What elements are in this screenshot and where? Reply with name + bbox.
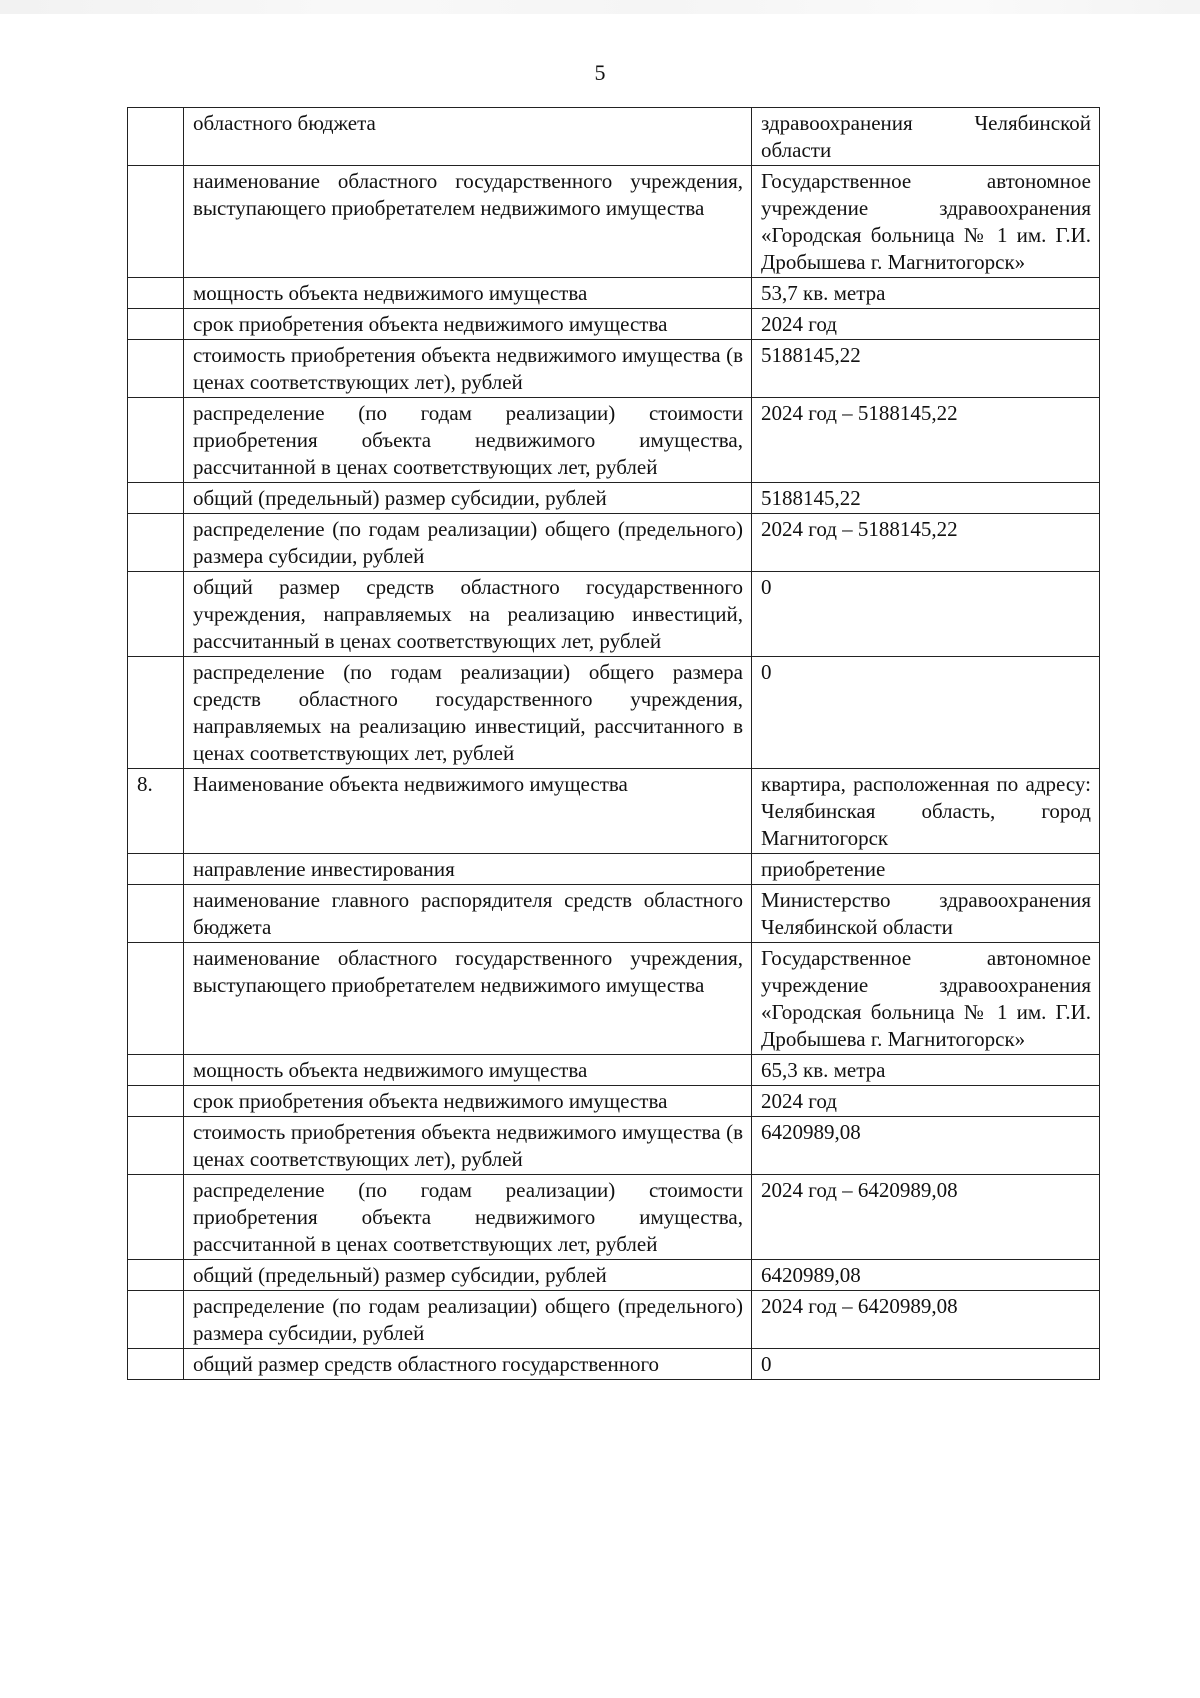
table-row: [128, 340, 1100, 398]
row-value: Государственное автономное учреждение здравоохранения «Городская больница № 1 им. Г.И. Дробышева г. Магнитогорск»: [752, 943, 1100, 1055]
row-value: 2024 год – 5188145,22: [752, 398, 1100, 483]
row-value: 53,7 кв. метра: [752, 278, 1100, 309]
row-label: наименование областного государственного учреждения, выступающего приобретателем недвижимого имущества: [184, 943, 752, 1055]
table-row: [128, 657, 1100, 769]
row-number: [128, 514, 184, 572]
row-number: [128, 1117, 184, 1175]
row-number: [128, 885, 184, 943]
row-value: 0: [752, 572, 1100, 657]
row-value: 2024 год – 5188145,22: [752, 514, 1100, 572]
investment-table: [127, 107, 1100, 1380]
row-number: 8.: [128, 769, 184, 854]
row-value: Министерство здравоохранения Челябинской области: [752, 885, 1100, 943]
table-row: [128, 398, 1100, 483]
row-number: [128, 1291, 184, 1349]
page-number: 5: [594, 60, 606, 85]
row-label: срок приобретения объекта недвижимого имущества: [184, 309, 752, 340]
row-number: [128, 398, 184, 483]
row-label: общий размер средств областного государственного учреждения, направляемых на реализацию инвестиций, рассчитанный в ценах соответствующих лет, рублей: [184, 572, 752, 657]
row-value: квартира, расположенная по адресу: Челябинская область, город Магнитогорск: [752, 769, 1100, 854]
table-row: [128, 1086, 1100, 1117]
row-number: [128, 483, 184, 514]
row-value: 2024 год: [752, 309, 1100, 340]
row-label: срок приобретения объекта недвижимого имущества: [184, 1086, 752, 1117]
table-row: [128, 854, 1100, 885]
row-value: Государственное автономное учреждение здравоохранения «Городская больница № 1 им. Г.И. Дробышева г. Магнитогорск»: [752, 166, 1100, 278]
row-number: [128, 1349, 184, 1380]
row-label: стоимость приобретения объекта недвижимого имущества (в ценах соответствующих лет), рублей: [184, 1117, 752, 1175]
row-label: общий (предельный) размер субсидии, рублей: [184, 483, 752, 514]
row-number: [128, 1260, 184, 1291]
row-label: Наименование объекта недвижимого имущества: [184, 769, 752, 854]
table-row: [128, 1260, 1100, 1291]
row-value: 5188145,22: [752, 340, 1100, 398]
table-row: [128, 885, 1100, 943]
row-value: здравоохранения Челябинской области: [752, 108, 1100, 166]
table-row: [128, 1175, 1100, 1260]
row-value: 5188145,22: [752, 483, 1100, 514]
row-label: мощность объекта недвижимого имущества: [184, 1055, 752, 1086]
table-row: [128, 769, 1100, 854]
table-row: [128, 1291, 1100, 1349]
table-row: [128, 166, 1100, 278]
row-number: [128, 108, 184, 166]
row-label: общий (предельный) размер субсидии, рублей: [184, 1260, 752, 1291]
row-number: [128, 166, 184, 278]
table-row: [128, 483, 1100, 514]
row-label: распределение (по годам реализации) общего (предельного) размера субсидии, рублей: [184, 514, 752, 572]
row-label: распределение (по годам реализации) стоимости приобретения объекта недвижимого имущества, рассчитанной в ценах соответствующих лет, рублей: [184, 398, 752, 483]
row-label: общий размер средств областного государственного: [184, 1349, 752, 1380]
row-number: [128, 854, 184, 885]
row-number: [128, 340, 184, 398]
row-label: наименование областного государственного учреждения, выступающего приобретателем недвижимого имущества: [184, 166, 752, 278]
row-label: мощность объекта недвижимого имущества: [184, 278, 752, 309]
row-label: распределение (по годам реализации) общего размера средств областного государственного учреждения, направляемых на реализацию инвестиций, рассчитанного в ценах соответствующих лет, рублей: [184, 657, 752, 769]
row-value: 2024 год – 6420989,08: [752, 1175, 1100, 1260]
table-row: [128, 1349, 1100, 1380]
row-number: [128, 309, 184, 340]
row-number: [128, 657, 184, 769]
row-number: [128, 1055, 184, 1086]
row-number: [128, 1175, 184, 1260]
row-label: распределение (по годам реализации) общего (предельного) размера субсидии, рублей: [184, 1291, 752, 1349]
row-label: стоимость приобретения объекта недвижимого имущества (в ценах соответствующих лет), рублей: [184, 340, 752, 398]
row-label: областного бюджета: [184, 108, 752, 166]
table-row: [128, 514, 1100, 572]
table-row: [128, 309, 1100, 340]
table-row: [128, 1117, 1100, 1175]
row-label: наименование главного распорядителя средств областного бюджета: [184, 885, 752, 943]
table-row: [128, 108, 1100, 166]
row-value: 6420989,08: [752, 1260, 1100, 1291]
row-label: распределение (по годам реализации) стоимости приобретения объекта недвижимого имущества, рассчитанной в ценах соответствующих лет, рублей: [184, 1175, 752, 1260]
row-value: 2024 год: [752, 1086, 1100, 1117]
row-value: 0: [752, 657, 1100, 769]
table-row: [128, 278, 1100, 309]
row-number: [128, 1086, 184, 1117]
row-number: [128, 278, 184, 309]
row-number: [128, 572, 184, 657]
scan-edge-noise: [0, 0, 1200, 14]
row-value: 0: [752, 1349, 1100, 1380]
row-value: приобретение: [752, 854, 1100, 885]
row-number: [128, 943, 184, 1055]
row-value: 65,3 кв. метра: [752, 1055, 1100, 1086]
row-value: 2024 год – 6420989,08: [752, 1291, 1100, 1349]
table-row: [128, 943, 1100, 1055]
table-row: [128, 572, 1100, 657]
row-label: направление инвестирования: [184, 854, 752, 885]
row-value: 6420989,08: [752, 1117, 1100, 1175]
table-row: [128, 1055, 1100, 1086]
